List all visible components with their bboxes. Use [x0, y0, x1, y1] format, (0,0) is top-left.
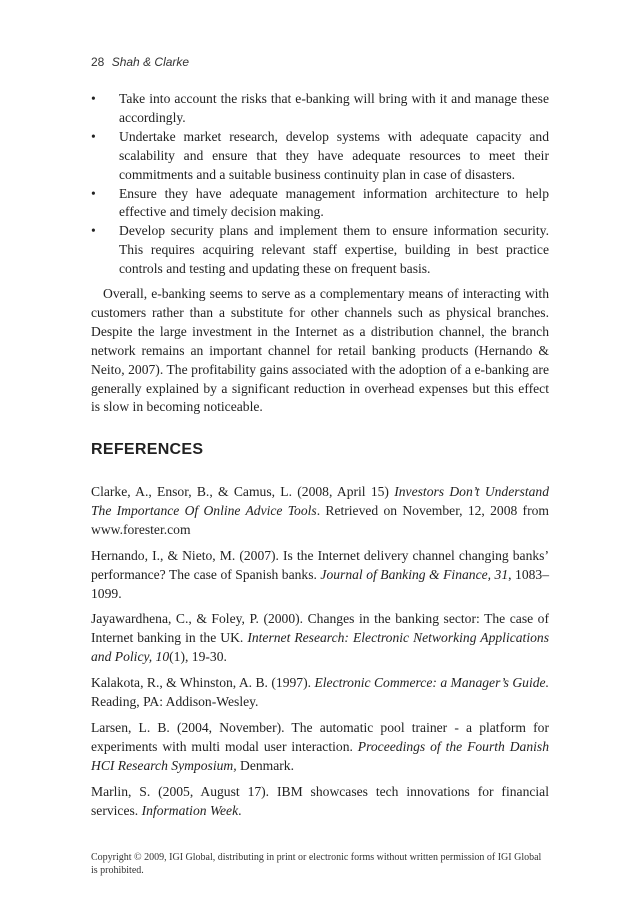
running-title: Shah & Clarke [111, 55, 190, 69]
reference-entry [91, 719, 549, 776]
references-heading: REFERENCES [91, 441, 204, 458]
reference-text: Jayawardhena, C., & Foley, P. (2000). Changes in the banking sector: The case of Internet banking in the UK. [91, 611, 549, 646]
bullet-text: Develop security plans and implement them to ensure information security. This requires acquiring relevant staff expertise, building in best practice controls and testing and updating these on frequent basis. [119, 223, 549, 277]
reference-entry [91, 547, 549, 604]
reference-text: . [238, 802, 242, 818]
bullet-item [91, 185, 549, 223]
reference-text: Clarke, A., Ensor, B., & Camus, L. (2008, April 15) [91, 484, 395, 499]
bullet-text: Undertake market research, develop systems with adequate capacity and scalability and ensure that they have adequate resources to meet their commitments and a suitable business continuity plan in case of disasters. [119, 128, 549, 182]
copyright-footer: Copyright © 2009, IGI Global, distributing in print or electronic forms without written permission of IGI Global is prohibited. [91, 852, 542, 876]
reference-entry [91, 674, 549, 712]
bullet-item [91, 128, 549, 185]
reference-entry [91, 783, 549, 821]
reference-entry [91, 610, 549, 667]
reference-title: Information Week [141, 802, 239, 818]
page-number: 28 [91, 55, 105, 69]
reference-text: Marlin, S. (2005, August 17). IBM showcases tech innovations for financial services. [91, 783, 549, 818]
reference-title: Investors Don’t Understand The Importance Of Online Advice Tools [91, 484, 550, 518]
reference-title: Journal of Banking & Finance, 31 [320, 566, 509, 582]
bullet-item [91, 90, 549, 128]
bullet-mark: • [91, 223, 96, 239]
running-header [91, 55, 189, 69]
reference-text: Kalakota, R., & Whinston, A. B. (1997). [91, 675, 315, 691]
reference-text: . Retrieved on November, 12, 2008 from www.forester.com [91, 502, 549, 537]
references-list [91, 483, 549, 828]
reference-title: Proceedings of the Fourth Danish HCI Research Symposium, [91, 738, 549, 773]
reference-text: , 1083–1099. [91, 566, 550, 601]
bullet-item [91, 222, 549, 279]
bullet-text: Ensure they have adequate management information architecture to help effective and timely decision making. [119, 185, 549, 220]
bullet-mark: • [91, 91, 96, 106]
reference-entry [91, 483, 549, 540]
bullet-list [91, 90, 549, 279]
reference-text: Denmark. [236, 757, 294, 773]
reference-text: Hernando, I., & Nieto, M. (2007). Is the Internet delivery channel changing banks’ performance? The case of Spanish banks. [91, 547, 549, 582]
bullet-mark: • [91, 185, 96, 201]
reference-title: Electronic Commerce: a Manager’s Guide. [314, 675, 549, 691]
reference-text: (1), 19-30. [169, 649, 227, 665]
reference-text: Larsen, L. B. (2004, November). The automatic pool trainer - a platform for experiments with multi modal user interaction. [91, 719, 549, 754]
bullet-text: Take into account the risks that e-banking will bring with it and manage these accordingly. [119, 91, 549, 125]
reference-text: Reading, PA: Addison-Wesley. [91, 694, 259, 710]
bullet-mark: • [91, 128, 96, 144]
reference-title: Internet Research: Electronic Networking Applications and Policy, 10 [91, 630, 549, 665]
body-paragraph: Overall, e-banking seems to serve as a complementary means of interacting with customers rather than a substitute for other channels such as physical branches. Despite the large investment in the Internet as a distribution channel, the branch network remains an important channel for retail banking products (Hernando & Neito, 2007). The profitability gains associated with the adoption of a e-banking are generally explained by a significant reduction in overhead expenses but this effect is slow in becoming noticeable. [91, 286, 549, 415]
